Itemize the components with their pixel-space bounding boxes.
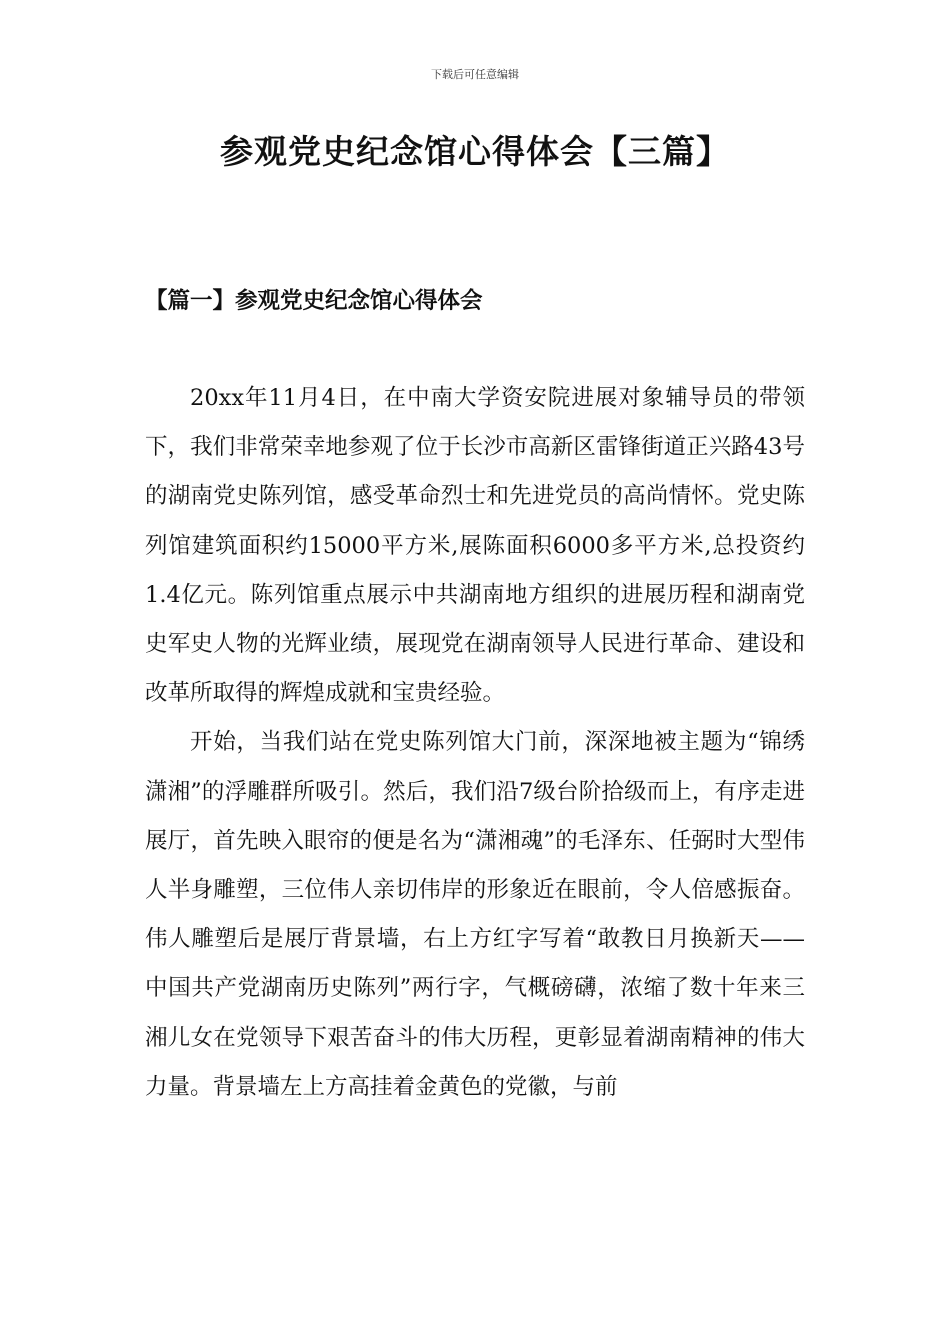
paragraph-1: 20xx年11月4日，在中南大学资安院进展对象辅导员的带领下，我们非常荣幸地参观了位于长沙市高新区雷锋街道正兴路43号的湖南党史陈列馆，感受革命烈士和先进党员的高尚情怀。党史陈列馆建筑面积约15000平方米,展陈面积6000多平方米,总投资约1.4亿元。陈列馆重点展示中共湖南地方组织的进展历程和湖南党史军史人物的光辉业绩，展现党在湖南领导人民进行革命、建设和改革所取得的辉煌成就和宝贵经验。	[145, 385, 805, 707]
header-note: 下载后可任意编辑	[431, 68, 519, 81]
document-title: 参观党史纪念馆心得体会【三篇】	[220, 132, 730, 171]
paragraph-2: 开始，当我们站在党史陈列馆大门前，深深地被主题为“锦绣潇湘”的浮雕群所吸引。然后，我们沿7级台阶拾级而上，有序走进展厅，首先映入眼帘的便是名为“潇湘魂”的毛泽东、任弼时大型伟人半身雕塑，三位伟人亲切伟岸的形象近在眼前，令人倍感振奋。伟人雕塑后是展厅背景墙，右上方红字写着“敢教日月换新天——中国共产党湖南历史陈列”两行字，气概磅礴，浓缩了数十年来三湘儿女在党领导下艰苦奋斗的伟大历程，更彰显着湖南精神的伟大力量。背景墙左上方高挂着金黄色的党徽，与前	[145, 729, 805, 1100]
body-text	[145, 374, 805, 1112]
section-heading: 【篇一】参观党史纪念馆心得体会	[145, 288, 483, 314]
